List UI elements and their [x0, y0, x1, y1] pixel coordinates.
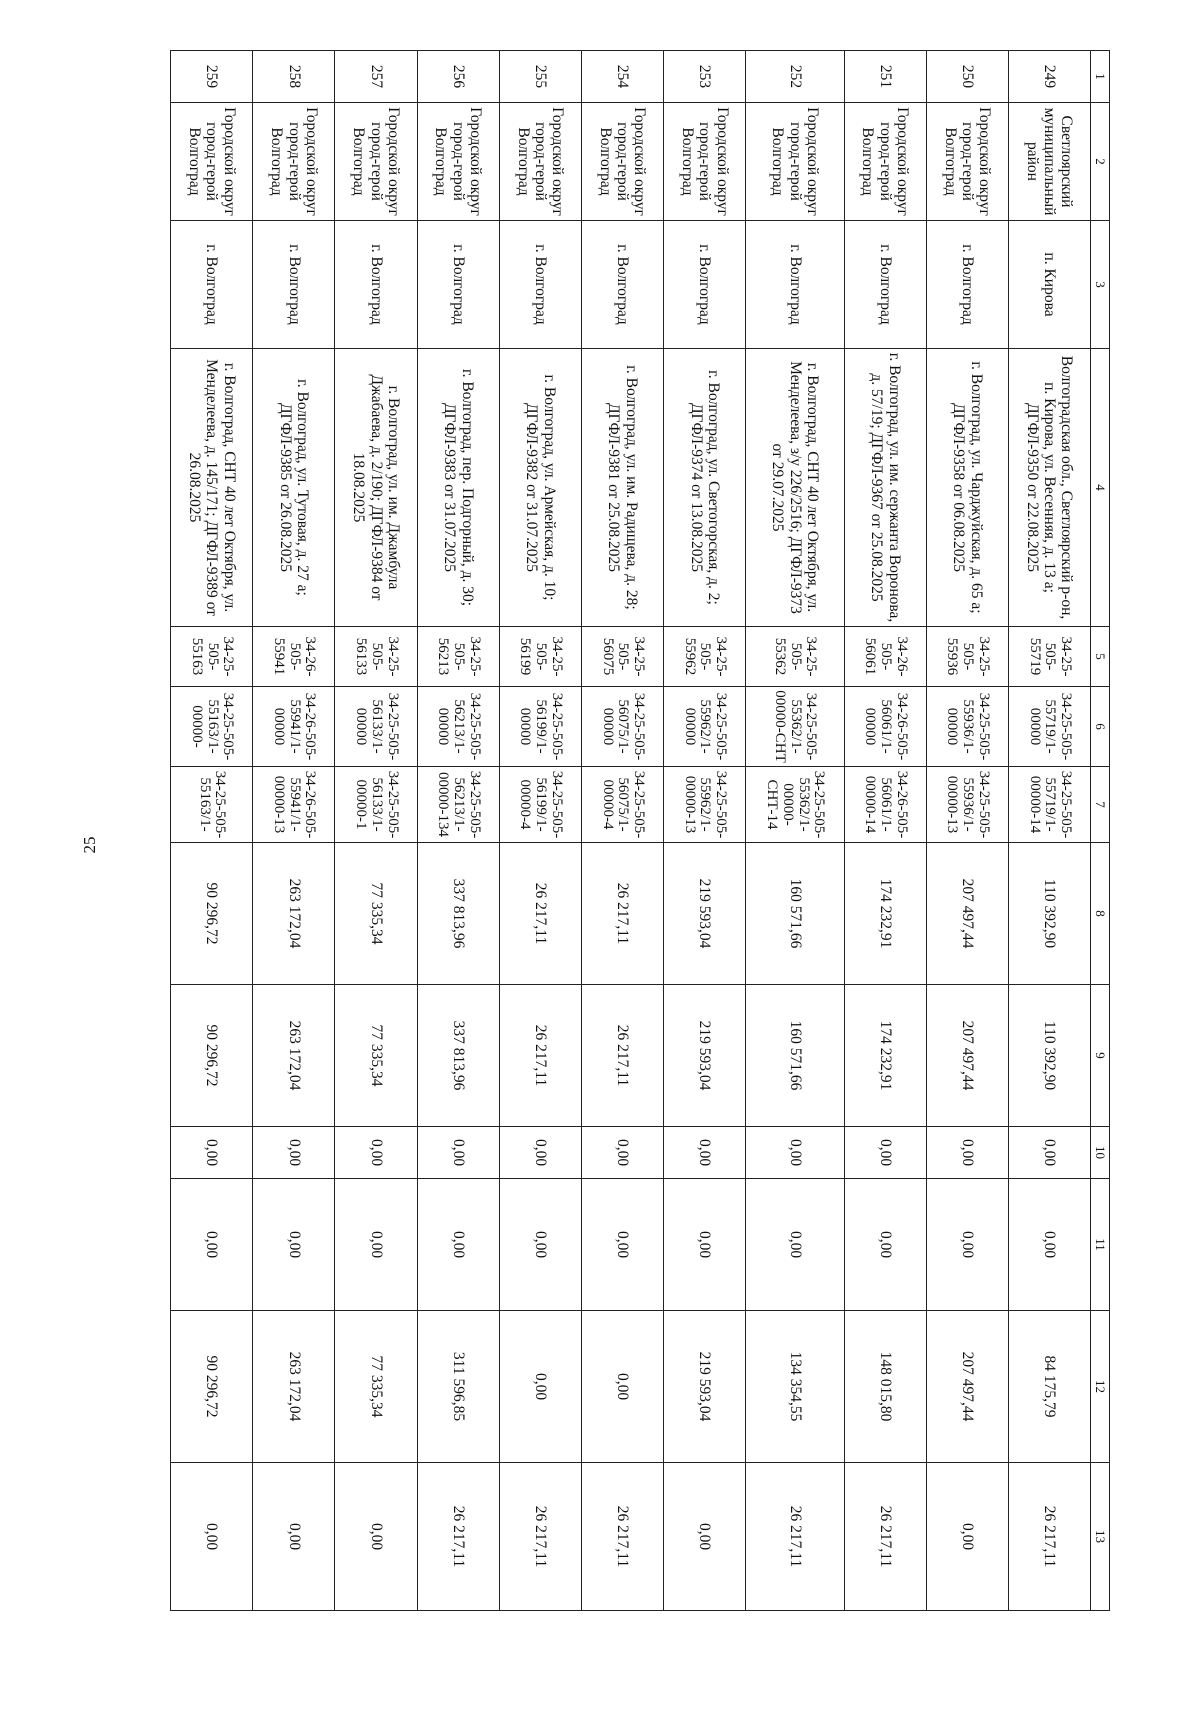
- address-cell: г. Волгоград, СНТ 40 лет Октября, ул. Менделеева, д. 145/171; ДГФЛ-9389 от 26.08.2025: [171, 349, 253, 627]
- address-cell: г. Волгоград, ул. Армейская, д. 10; ДГФЛ-9382 от 31.07.2025: [499, 349, 581, 627]
- amount-9-cell: 26 217,11: [581, 985, 663, 1127]
- amount-10-cell: 0,00: [499, 1127, 581, 1179]
- amount-10-cell: 0,00: [844, 1127, 926, 1179]
- code-5-cell: 34-25-505-56075: [581, 627, 663, 687]
- amount-11-cell: 0,00: [926, 1179, 1008, 1311]
- row-number-cell: 254: [581, 51, 663, 103]
- amount-8-cell: 77 335,34: [335, 843, 417, 985]
- row-number-cell: 253: [664, 51, 746, 103]
- table-row: [1008, 51, 1090, 1611]
- column-header: 4: [1091, 349, 1110, 627]
- amount-9-cell: 77 335,34: [335, 985, 417, 1127]
- amount-10-cell: 0,00: [926, 1127, 1008, 1179]
- amount-12-cell: 77 335,34: [335, 1311, 417, 1463]
- address-cell: г. Волгоград, ул. им. Джамбула Джабаева, д. 2/190; ДГФЛ-9384 от 18.08.2025: [335, 349, 417, 627]
- table-row: [171, 51, 253, 1611]
- column-header: 3: [1091, 221, 1110, 349]
- amount-8-cell: 337 813,96: [417, 843, 499, 985]
- column-header: 9: [1091, 985, 1110, 1127]
- amount-9-cell: 263 172,04: [253, 985, 335, 1127]
- settlement-cell: г. Волгоград: [926, 221, 1008, 349]
- row-number-cell: 259: [171, 51, 253, 103]
- amount-11-cell: 0,00: [1008, 1179, 1090, 1311]
- column-header: 12: [1091, 1311, 1110, 1463]
- municipality-cell: Городской округ город-герой Волгоград: [664, 103, 746, 221]
- code-6-cell: 34-25-505-56199/1-00000: [499, 687, 581, 767]
- column-header: 8: [1091, 843, 1110, 985]
- amount-12-cell: 84 175,79: [1008, 1311, 1090, 1463]
- code-6-cell: 34-25-505-55962/1-00000: [664, 687, 746, 767]
- amount-11-cell: 0,00: [253, 1179, 335, 1311]
- settlement-cell: г. Волгоград: [417, 221, 499, 349]
- municipality-cell: Городской округ город-герой Волгоград: [171, 103, 253, 221]
- row-number-cell: 255: [499, 51, 581, 103]
- municipality-cell: Городской округ город-герой Волгоград: [581, 103, 663, 221]
- page-number: 25: [80, 836, 99, 854]
- column-header: 11: [1091, 1179, 1110, 1311]
- municipality-cell: Городской округ город-герой Волгоград: [335, 103, 417, 221]
- amount-9-cell: 207 497,44: [926, 985, 1008, 1127]
- amount-12-cell: 207 497,44: [926, 1311, 1008, 1463]
- code-7-cell: 34-25-505-55719/1-00000-14: [1008, 767, 1090, 843]
- table-row: [417, 51, 499, 1611]
- row-number-cell: 249: [1008, 51, 1090, 103]
- municipality-cell: Светлоярский муниципальный район: [1008, 103, 1090, 221]
- amount-11-cell: 0,00: [664, 1179, 746, 1311]
- table-row: [746, 51, 844, 1611]
- code-6-cell: 34-25-505-56213/1-00000: [417, 687, 499, 767]
- settlement-cell: г. Волгоград: [746, 221, 844, 349]
- amount-13-cell: 26 217,11: [581, 1463, 663, 1611]
- address-cell: Волгоградская обл., Светлоярский р-он, п. Кирова, ул. Весенняя, д. 13 а; ДГФЛ-9350 от 22.08.2025: [1008, 349, 1090, 627]
- code-7-cell: 34-26-505-55941/1-00000-13: [253, 767, 335, 843]
- table-row: [581, 51, 663, 1611]
- settlement-cell: г. Волгоград: [844, 221, 926, 349]
- amount-9-cell: 219 593,04: [664, 985, 746, 1127]
- code-5-cell: 34-25-505-56213: [417, 627, 499, 687]
- amount-9-cell: 110 392,90: [1008, 985, 1090, 1127]
- code-6-cell: 34-25-505-56133/1-00000: [335, 687, 417, 767]
- column-header: 6: [1091, 687, 1110, 767]
- settlement-cell: г. Волгоград: [581, 221, 663, 349]
- amount-10-cell: 0,00: [335, 1127, 417, 1179]
- municipality-cell: Городской округ город-герой Волгоград: [499, 103, 581, 221]
- column-header: 13: [1091, 1463, 1110, 1611]
- settlement-cell: г. Волгоград: [499, 221, 581, 349]
- registry-table: [170, 50, 1110, 1611]
- code-7-cell: 34-25-505-56213/1-00000-134: [417, 767, 499, 843]
- amount-11-cell: 0,00: [746, 1179, 844, 1311]
- amount-12-cell: 311 596,85: [417, 1311, 499, 1463]
- address-cell: г. Волгоград, ул. Светогорская, д. 2; ДГФЛ-9374 от 13.08.2025: [664, 349, 746, 627]
- table-row: [844, 51, 926, 1611]
- amount-8-cell: 160 571,66: [746, 843, 844, 985]
- address-cell: г. Волгоград, ул. им. сержанта Воронова, д. 57/19; ДГФЛ-9367 от 25.08.2025: [844, 349, 926, 627]
- amount-13-cell: 26 217,11: [746, 1463, 844, 1611]
- table-header-row: [1091, 51, 1110, 1611]
- rotated-table-wrapper: [170, 50, 1110, 1610]
- amount-13-cell: 0,00: [335, 1463, 417, 1611]
- address-cell: г. Волгоград, ул. им. Радищева, д. 28; ДГФЛ-9381 от 25.08.2025: [581, 349, 663, 627]
- row-number-cell: 250: [926, 51, 1008, 103]
- amount-10-cell: 0,00: [581, 1127, 663, 1179]
- address-cell: г. Волгоград, пер. Подгорный, д. 30; ДГФЛ-9383 от 31.07.2025: [417, 349, 499, 627]
- row-number-cell: 256: [417, 51, 499, 103]
- amount-13-cell: 0,00: [253, 1463, 335, 1611]
- amount-9-cell: 337 813,96: [417, 985, 499, 1127]
- code-6-cell: 34-25-505-55163/1-00000-: [171, 687, 253, 767]
- table-body: [171, 51, 1091, 1611]
- municipality-cell: Городской округ город-герой Волгоград: [926, 103, 1008, 221]
- code-7-cell: 34-26-505-56061/1-00000-14: [844, 767, 926, 843]
- amount-10-cell: 0,00: [1008, 1127, 1090, 1179]
- table-row: [253, 51, 335, 1611]
- code-7-cell: 34-25-505-55163/1-: [171, 767, 253, 843]
- municipality-cell: Городской округ город-герой Волгоград: [253, 103, 335, 221]
- amount-11-cell: 0,00: [844, 1179, 926, 1311]
- amount-10-cell: 0,00: [253, 1127, 335, 1179]
- municipality-cell: Городской округ город-герой Волгоград: [844, 103, 926, 221]
- row-number-cell: 258: [253, 51, 335, 103]
- amount-8-cell: 26 217,11: [581, 843, 663, 985]
- municipality-cell: Городской округ город-герой Волгоград: [417, 103, 499, 221]
- settlement-cell: п. Кирова: [1008, 221, 1090, 349]
- amount-12-cell: 0,00: [581, 1311, 663, 1463]
- code-5-cell: 34-25-505-55936: [926, 627, 1008, 687]
- amount-8-cell: 90 296,72: [171, 843, 253, 985]
- amount-13-cell: 0,00: [926, 1463, 1008, 1611]
- amount-12-cell: 134 354,55: [746, 1311, 844, 1463]
- code-5-cell: 34-26-505-56061: [844, 627, 926, 687]
- table-row: [664, 51, 746, 1611]
- code-7-cell: 34-25-505-55962/1-00000-13: [664, 767, 746, 843]
- amount-10-cell: 0,00: [746, 1127, 844, 1179]
- amount-8-cell: 174 232,91: [844, 843, 926, 985]
- amount-12-cell: 263 172,04: [253, 1311, 335, 1463]
- column-header: 2: [1091, 103, 1110, 221]
- table-row: [499, 51, 581, 1611]
- amount-8-cell: 263 172,04: [253, 843, 335, 985]
- amount-11-cell: 0,00: [417, 1179, 499, 1311]
- column-header: 7: [1091, 767, 1110, 843]
- amount-8-cell: 26 217,11: [499, 843, 581, 985]
- amount-13-cell: 26 217,11: [417, 1463, 499, 1611]
- amount-11-cell: 0,00: [581, 1179, 663, 1311]
- row-number-cell: 252: [746, 51, 844, 103]
- column-header: 1: [1091, 51, 1110, 103]
- code-5-cell: 34-25-505-55962: [664, 627, 746, 687]
- amount-10-cell: 0,00: [171, 1127, 253, 1179]
- amount-13-cell: 26 217,11: [844, 1463, 926, 1611]
- amount-10-cell: 0,00: [664, 1127, 746, 1179]
- code-6-cell: 34-25-505-56075/1-00000: [581, 687, 663, 767]
- column-header: 10: [1091, 1127, 1110, 1179]
- code-6-cell: 34-25-505-55362/1-00000-СНТ: [746, 687, 844, 767]
- amount-9-cell: 160 571,66: [746, 985, 844, 1127]
- code-5-cell: 34-25-505-56133: [335, 627, 417, 687]
- amount-11-cell: 0,00: [171, 1179, 253, 1311]
- amount-13-cell: 26 217,11: [499, 1463, 581, 1611]
- amount-8-cell: 110 392,90: [1008, 843, 1090, 985]
- column-header: 5: [1091, 627, 1110, 687]
- settlement-cell: г. Волгоград: [253, 221, 335, 349]
- amount-13-cell: 0,00: [664, 1463, 746, 1611]
- amount-9-cell: 174 232,91: [844, 985, 926, 1127]
- code-6-cell: 34-26-505-56061/1-00000: [844, 687, 926, 767]
- code-6-cell: 34-26-505-55941/1-00000: [253, 687, 335, 767]
- amount-11-cell: 0,00: [335, 1179, 417, 1311]
- address-cell: г. Волгоград, ул. Чарджуйская, д. 65 а; ДГФЛ-9358 от 06.08.2025: [926, 349, 1008, 627]
- code-7-cell: 34-25-505-56133/1-00000-1: [335, 767, 417, 843]
- code-7-cell: 34-25-505-56075/1-00000-4: [581, 767, 663, 843]
- address-cell: г. Волгоград, СНТ 40 лет Октября, ул. Менделеева, з/у 226/2516; ДГФЛ-9373 от 29.07.2025: [746, 349, 844, 627]
- row-number-cell: 257: [335, 51, 417, 103]
- amount-9-cell: 26 217,11: [499, 985, 581, 1127]
- amount-9-cell: 90 296,72: [171, 985, 253, 1127]
- municipality-cell: Городской округ город-герой Волгоград: [746, 103, 844, 221]
- code-5-cell: 34-25-505-56199: [499, 627, 581, 687]
- amount-8-cell: 207 497,44: [926, 843, 1008, 985]
- code-6-cell: 34-25-505-55936/1-00000: [926, 687, 1008, 767]
- code-5-cell: 34-26-505-55941: [253, 627, 335, 687]
- code-5-cell: 34-25-505-55163: [171, 627, 253, 687]
- amount-12-cell: 90 296,72: [171, 1311, 253, 1463]
- code-5-cell: 34-25-505-55719: [1008, 627, 1090, 687]
- settlement-cell: г. Волгоград: [171, 221, 253, 349]
- amount-8-cell: 219 593,04: [664, 843, 746, 985]
- amount-11-cell: 0,00: [499, 1179, 581, 1311]
- settlement-cell: г. Волгоград: [664, 221, 746, 349]
- amount-10-cell: 0,00: [417, 1127, 499, 1179]
- settlement-cell: г. Волгоград: [335, 221, 417, 349]
- row-number-cell: 251: [844, 51, 926, 103]
- code-7-cell: 34-25-505-55362/1-00000-СНТ-14: [746, 767, 844, 843]
- table-row: [335, 51, 417, 1611]
- table-row: [926, 51, 1008, 1611]
- amount-13-cell: 26 217,11: [1008, 1463, 1090, 1611]
- code-7-cell: 34-25-505-55936/1-00000-13: [926, 767, 1008, 843]
- amount-13-cell: 0,00: [171, 1463, 253, 1611]
- code-5-cell: 34-25-505-55362: [746, 627, 844, 687]
- amount-12-cell: 0,00: [499, 1311, 581, 1463]
- amount-12-cell: 148 015,80: [844, 1311, 926, 1463]
- code-7-cell: 34-25-505-56199/1-00000-4: [499, 767, 581, 843]
- amount-12-cell: 219 593,04: [664, 1311, 746, 1463]
- address-cell: г. Волгоград, ул. Тутовая, д. 27 а; ДГФЛ-9385 от 26.08.2025: [253, 349, 335, 627]
- code-6-cell: 34-25-505-55719/1-00000: [1008, 687, 1090, 767]
